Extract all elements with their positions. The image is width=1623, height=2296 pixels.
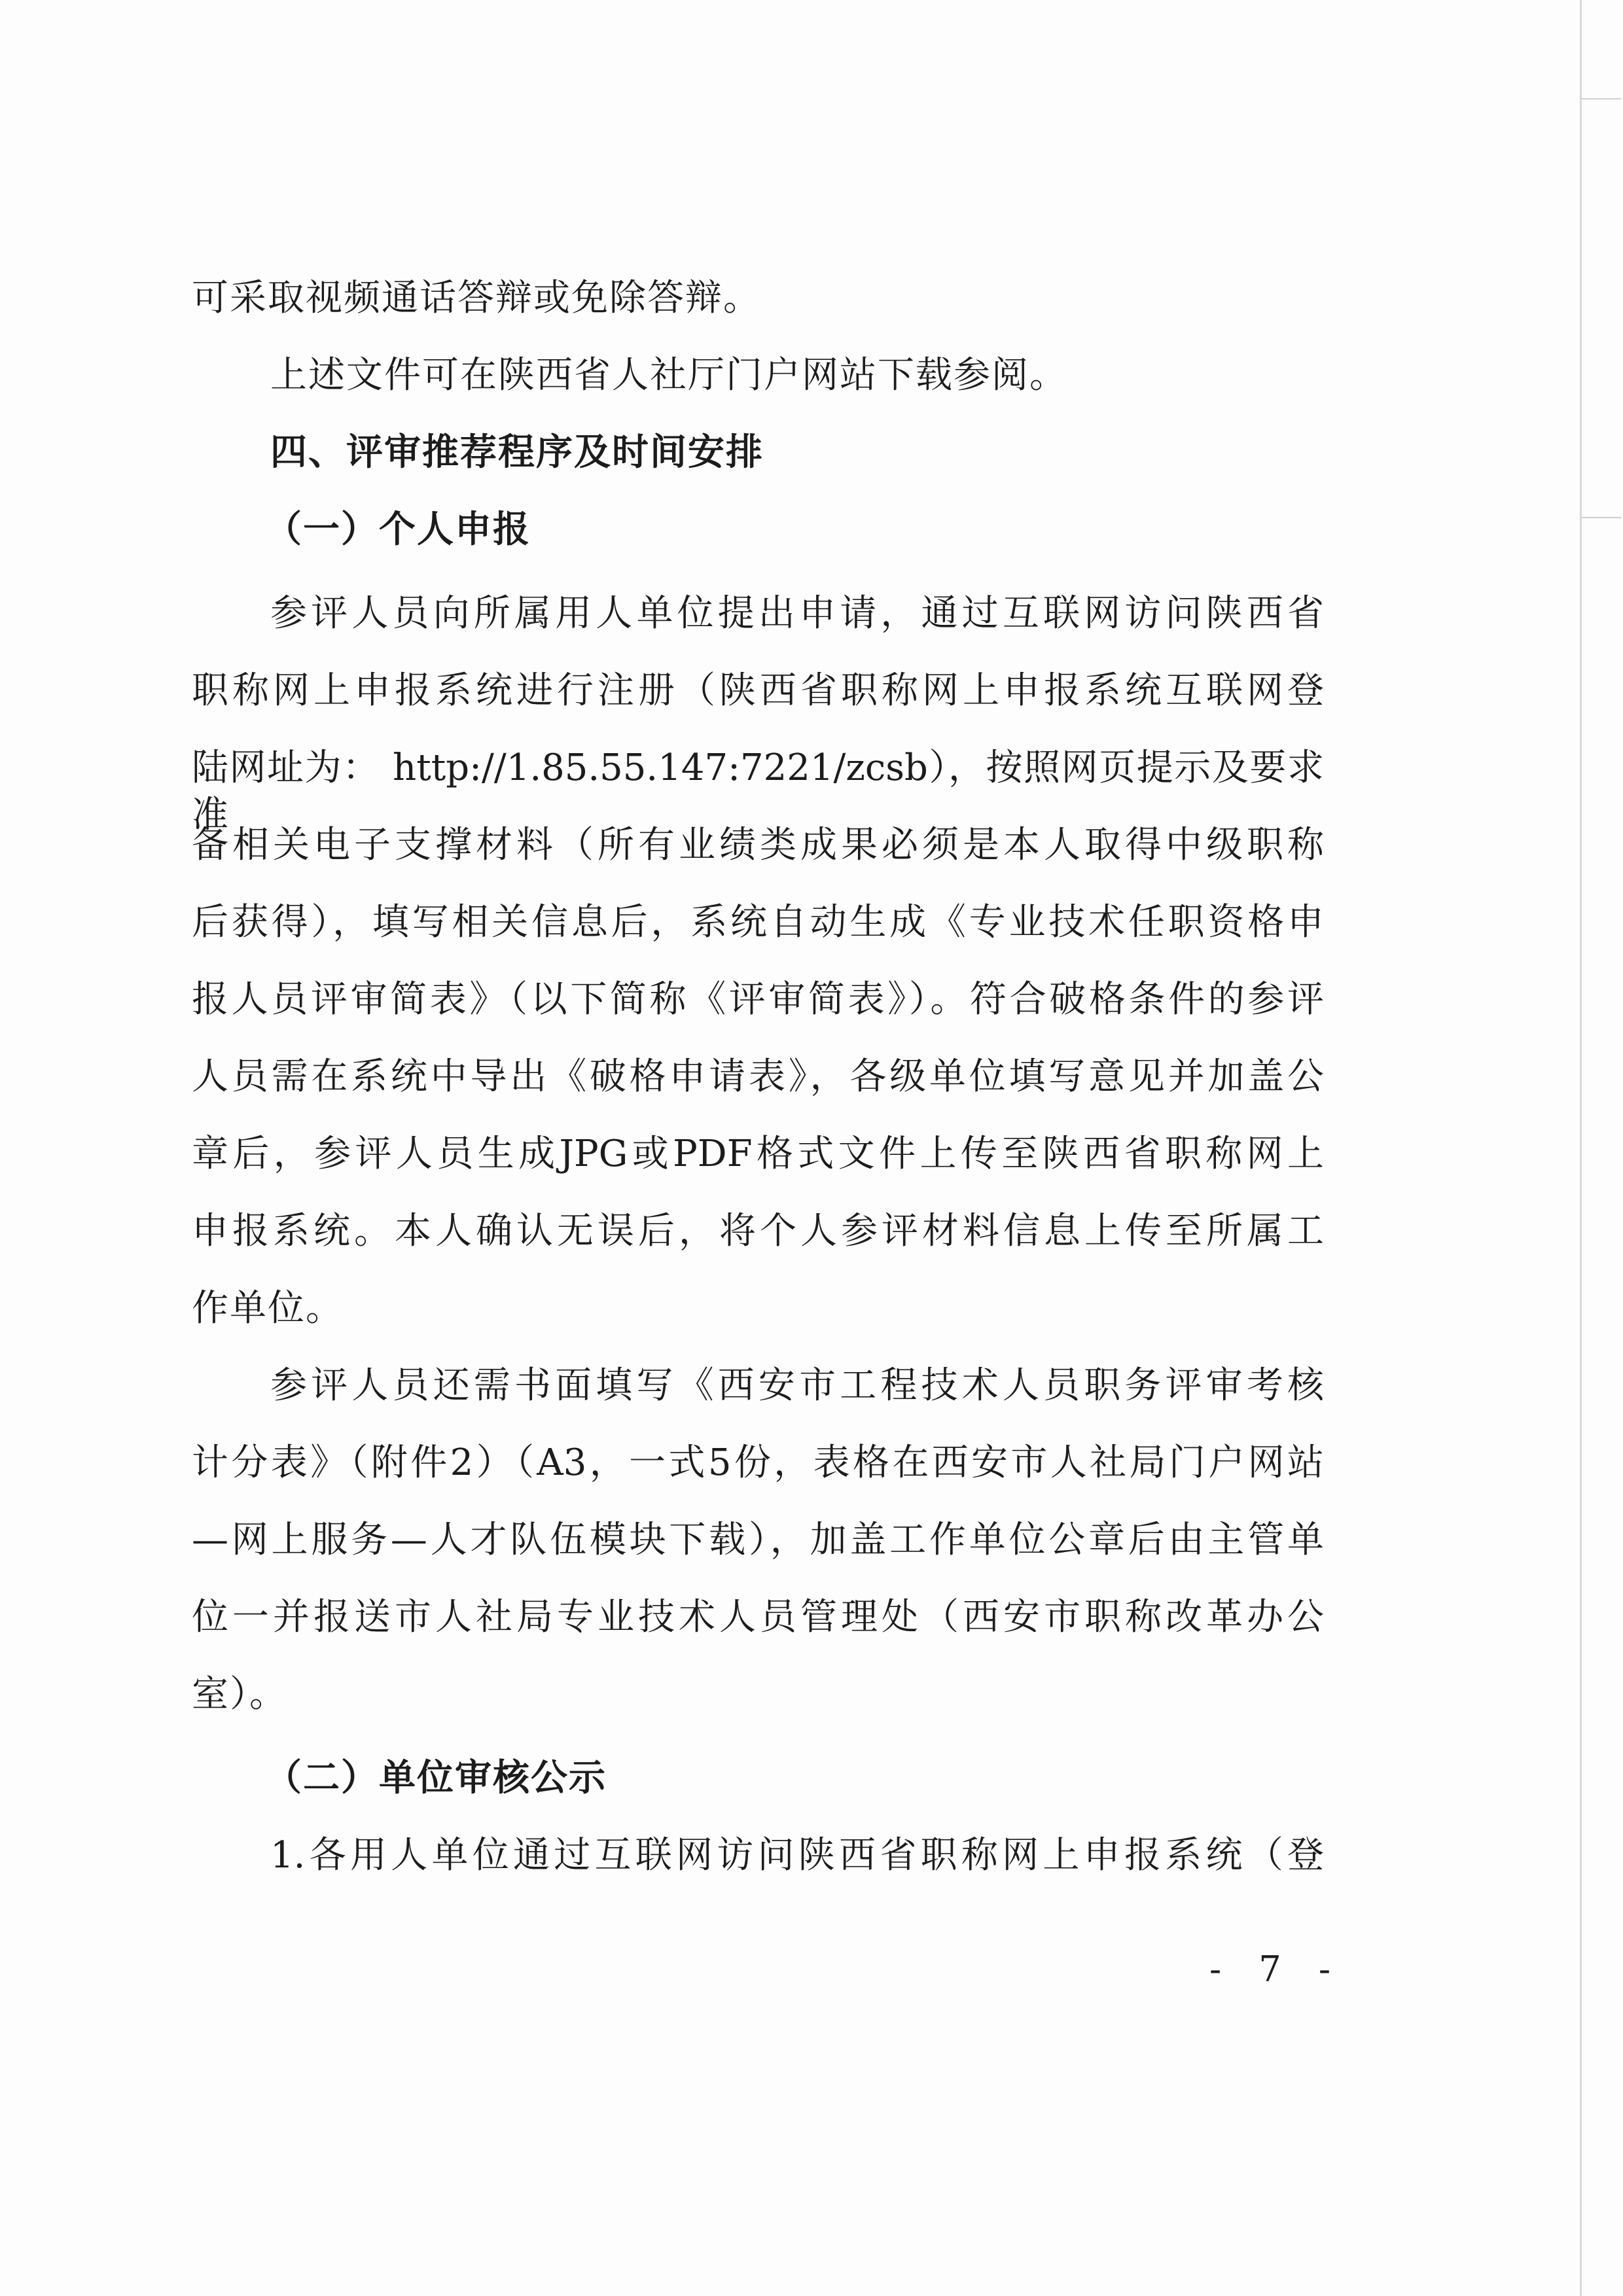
page-edge-line [1580, 0, 1582, 2296]
section-heading: 四、评审推荐程序及时间安排 [270, 431, 764, 474]
paragraph-line: 参评人员还需书面填写《西安市工程技术人员职务评审考核 [270, 1364, 1324, 1407]
subsection-heading: （一）个人申报 [265, 508, 531, 551]
paragraph-line: 作单位。 [192, 1287, 344, 1330]
subsection-heading: （二）单位审核公示 [265, 1757, 607, 1799]
paragraph-line: 上述文件可在陕西省人社厅门户网站下载参阅。 [270, 354, 1067, 397]
paragraph-line: 申报系统。本人确认无误后，将个人参评材料信息上传至所属工 [192, 1210, 1324, 1252]
paragraph-line: 参评人员向所属用人单位提出申请，通过互联网访问陕西省 [270, 592, 1324, 635]
text-line: 可采取视频通话答辩或免除答辩。 [192, 277, 761, 319]
page-edge-tick [1582, 98, 1621, 99]
paragraph-line: 陆网址为： http://1.85.55.147:7221/zcsb），按照网页提示及要求准 [192, 747, 1324, 836]
paragraph-line: 人员需在系统中导出《破格申请表》，各级单位填写意见并加盖公 [192, 1055, 1324, 1098]
page-number: - 7 - [1209, 1949, 1344, 1990]
paragraph-line: 报人员评审简表》（以下简称《评审简表》）。符合破格条件的参评 [192, 978, 1324, 1021]
paragraph-line: 职称网上申报系统进行注册（陕西省职称网上申报系统互联网登 [192, 669, 1324, 712]
paragraph-line: —网上服务—人才队伍模块下载），加盖工作单位公章后由主管单 [192, 1519, 1324, 1561]
paragraph-line: 计分表》（附件2）（A3，一式5份，表格在西安市人社局门户网站 [192, 1441, 1324, 1484]
paragraph-line: 室）。 [192, 1673, 287, 1716]
page-edge-tick [1582, 517, 1621, 518]
paragraph-line: 1.各用人单位通过互联网访问陕西省职称网上申报系统（登 [270, 1834, 1324, 1877]
paragraph-line: 章后，参评人员生成JPG或PDF格式文件上传至陕西省职称网上 [192, 1133, 1324, 1175]
paragraph-line: 备相关电子支撑材料（所有业绩类成果必须是本人取得中级职称 [192, 824, 1324, 866]
paragraph-line: 后获得），填写相关信息后，系统自动生成《专业技术任职资格申 [192, 901, 1324, 944]
paragraph-line: 位一并报送市人社局专业技术人员管理处（西安市职称改革办公 [192, 1596, 1324, 1638]
